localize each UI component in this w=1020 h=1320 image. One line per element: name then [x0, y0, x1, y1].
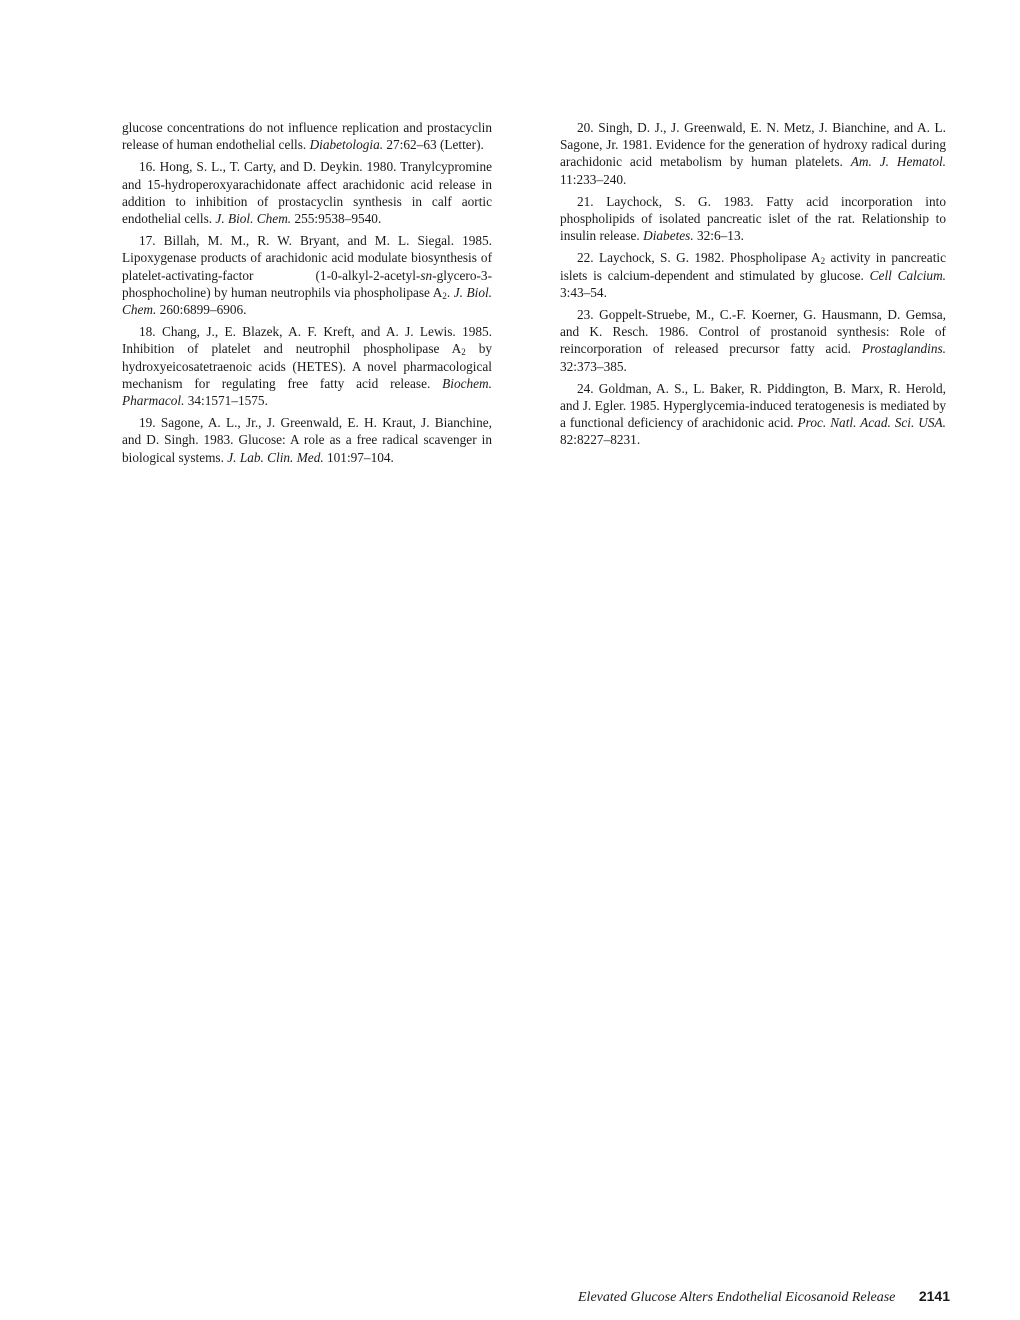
page-footer — [578, 1288, 950, 1306]
reference-journal: Diabetologia. — [309, 137, 384, 153]
reference-journal: Prostaglandins. — [861, 341, 946, 357]
reference-text: 255:9538–9540. — [291, 211, 382, 227]
reference-text: 32:6–13. — [693, 228, 744, 244]
reference-text: 22. Laychock, S. G. 1982. Phospholipase A — [577, 250, 821, 266]
reference-text: 101:97–104. — [323, 449, 394, 465]
reference-journal: Diabetes. — [643, 228, 694, 244]
reference-text: 16. Hong, S. L., T. Carty, and D. Deykin. 1980. Tranylcypromine and 15-hydroperoxyarachidonate affect arachidonic acid release in addition to inhibition of prostacyclin synthesis in calf aortic endothelial cells. — [122, 159, 492, 227]
reference-text: 32:373–385. — [560, 358, 627, 374]
reference-entry-ref-16 — [122, 158, 492, 227]
reference-entry-ref-20 — [560, 119, 946, 188]
reference-journal: sn — [420, 267, 433, 283]
reference-journal: J. Biol. Chem. — [122, 284, 492, 318]
reference-journal: Cell Calcium. — [869, 267, 946, 283]
running-title: Elevated Glucose Alters Endothelial Eicosanoid Release — [578, 1290, 896, 1305]
reference-entry-ref-15-cont — [122, 119, 492, 153]
reference-text: . — [446, 284, 454, 300]
reference-text: 20. Singh, D. J., J. Greenwald, E. N. Metz, J. Bianchine, and A. L. Sagone, Jr. 1981. Evidence for the generation of hydroxy radical during arachidonic acid metabolism by human platelets. — [560, 120, 946, 170]
reference-journal: Biochem. Pharmacol. — [122, 375, 492, 409]
reference-text: 82:8227–8231. — [560, 432, 641, 448]
reference-text: 23. Goppelt-Struebe, M., C.-F. Koerner, G. Hausmann, D. Gemsa, and K. Resch. 1986. Control of prostanoid synthesis: Role of reincorporation of released precursor fatty acid. — [560, 307, 946, 357]
reference-journal: Am. J. Hematol. — [850, 154, 946, 170]
reference-text: 27:62–63 (Letter). — [383, 137, 484, 153]
reference-text: 34:1571–1575. — [184, 393, 268, 409]
reference-text: 3:43–54. — [560, 284, 607, 300]
reference-entry-ref-18 — [122, 323, 492, 409]
reference-text: 260:6899–6906. — [156, 302, 247, 318]
reference-entry-ref-19 — [122, 414, 492, 466]
page-number: 2141 — [918, 1288, 950, 1304]
reference-entry-ref-17 — [122, 232, 492, 318]
reference-text: 24. Goldman, A. S., L. Baker, R. Piddington, B. Marx, R. Herold, and J. Egler. 1985. Hyperglycemia-induced teratogenesis is mediated by a functional deficiency of arachidonic acid. — [560, 380, 946, 431]
reference-entry-ref-23 — [560, 306, 946, 375]
reference-text: by hydroxyeicosatetraenoic acids (HETES). A novel pharmacological mechanism for regulating free fatty acid release. — [122, 341, 492, 391]
reference-text: glucose concentrations do not influence replication and prostacyclin release of human endothelial cells. — [122, 120, 492, 153]
reference-journal: J. Biol. Chem. — [215, 211, 292, 227]
reference-journal: Proc. Natl. Acad. Sci. USA. — [797, 415, 946, 431]
reference-subscript: 2 — [442, 290, 447, 301]
reference-text: activity in pancreatic islets is calcium-dependent and stimulated by glucose. — [560, 250, 946, 283]
reference-subscript: 2 — [461, 347, 466, 358]
reference-subscript: 2 — [820, 256, 826, 267]
reference-column-left — [122, 119, 492, 471]
reference-text: 21. Laychock, S. G. 1983. Fatty acid incorporation into phospholipids of isolated pancreatic islet of the rat. Relationship to insulin release. — [560, 193, 946, 244]
reference-text: -glycero-3-phosphocholine) by human neutrophils via phospholipase A — [122, 267, 492, 300]
reference-journal: J. Lab. Clin. Med. — [227, 449, 324, 465]
reference-entry-ref-24 — [560, 380, 946, 449]
reference-text: 18. Chang, J., E. Blazek, A. F. Kreft, and A. J. Lewis. 1985. Inhibition of platelet and neutrophil phospholipase A — [122, 324, 492, 357]
reference-entry-ref-22 — [560, 249, 946, 301]
reference-text: 11:233–240. — [560, 171, 627, 187]
reference-text: 19. Sagone, A. L., Jr., J. Greenwald, E. H. Kraut, J. Bianchine, and D. Singh. 1983. Glucose: A role as a free radical scavenger in biological systems. — [122, 415, 492, 465]
reference-entry-ref-21 — [560, 193, 946, 245]
reference-text: 17. Billah, M. M., R. W. Bryant, and M. L. Siegal. 1985. Lipoxygenase products of arachidonic acid modulate biosynthesis of platelet-activating-factor (1-0-alkyl-2-acetyl- — [122, 233, 492, 283]
reference-column-right — [560, 119, 946, 454]
